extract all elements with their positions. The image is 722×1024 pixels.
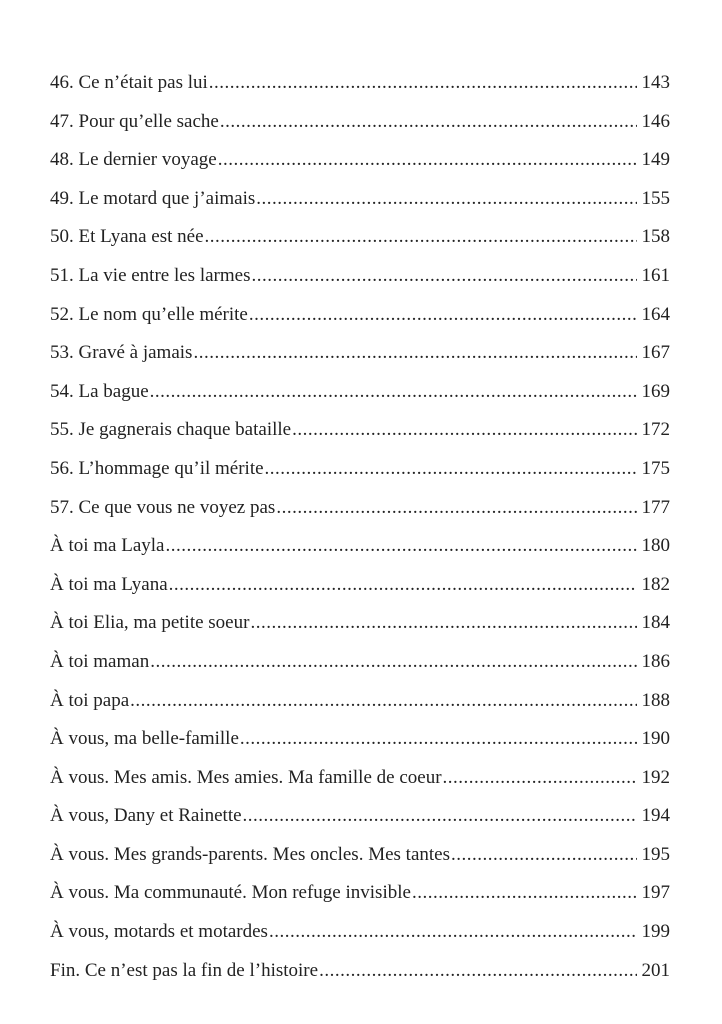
toc-entry-page: 169 [641, 380, 670, 402]
toc-entry-page: 143 [641, 72, 670, 93]
toc-entry [50, 527, 670, 566]
toc-entry-page: 188 [641, 689, 670, 711]
toc-entry [50, 604, 670, 643]
toc-entry-title: 55. Je gagnerais chaque bataille [50, 419, 292, 441]
toc-entry-title: 49. Le motard que j’aimais [50, 187, 256, 209]
toc-entry-title: 54. La bague [50, 380, 149, 402]
toc-entry-page: 172 [641, 419, 670, 441]
dot-leader [265, 450, 637, 489]
dot-leader [193, 334, 637, 373]
toc-entry [50, 218, 670, 257]
toc-entry [50, 913, 670, 952]
toc-entry [50, 874, 670, 913]
toc-entry [50, 334, 670, 373]
toc-entry [50, 103, 670, 142]
dot-leader [256, 180, 637, 219]
dot-leader [443, 759, 637, 798]
dot-leader [209, 64, 637, 103]
toc-entry [50, 373, 670, 412]
table-of-contents [50, 64, 670, 990]
dot-leader [218, 141, 637, 180]
toc-entry-page: 146 [641, 110, 670, 132]
toc-entry-title: Fin. Ce n’est pas la fin de l’histoire [50, 959, 319, 981]
toc-entry [50, 682, 670, 721]
dot-leader [250, 604, 637, 643]
toc-entry [50, 566, 670, 605]
toc-entry-page: 184 [641, 612, 670, 634]
toc-entry-page: 195 [641, 843, 670, 865]
toc-entry-page: 180 [641, 535, 670, 557]
toc-entry-title: À toi papa [50, 689, 130, 711]
toc-entry-page: 199 [641, 921, 670, 943]
dot-leader [412, 874, 637, 913]
dot-leader [130, 682, 637, 721]
toc-entry-page: 155 [641, 187, 670, 209]
toc-entry-page: 182 [641, 573, 670, 595]
dot-leader [251, 257, 637, 296]
dot-leader [249, 296, 637, 335]
dot-leader [240, 720, 637, 759]
toc-entry-title: À vous, ma belle-famille [50, 728, 239, 750]
dot-leader [220, 103, 637, 142]
dot-leader [243, 797, 637, 836]
toc-entry-page: 161 [641, 264, 670, 286]
toc-entry [50, 836, 670, 875]
toc-entry-page: 197 [641, 882, 670, 904]
toc-entry-title: À toi ma Lyana [50, 573, 168, 595]
toc-entry-page: 201 [641, 959, 670, 981]
toc-entry-title: 46. Ce n’était pas lui [50, 72, 208, 93]
dot-leader [169, 566, 637, 605]
toc-entry [50, 643, 670, 682]
toc-entry-page: 186 [641, 650, 670, 672]
toc-entry-title: 47. Pour qu’elle sache [50, 110, 219, 132]
toc-entry [50, 411, 670, 450]
dot-leader [150, 373, 637, 412]
toc-entry-title: À toi ma Layla [50, 535, 165, 557]
toc-entry-title: À vous. Mes amis. Mes amies. Ma famille de coeur [50, 766, 442, 788]
toc-entry [50, 64, 670, 103]
toc-entry [50, 720, 670, 759]
toc-entry-title: 48. Le dernier voyage [50, 149, 217, 171]
toc-entry-title: À vous, Dany et Rainette [50, 805, 242, 827]
dot-leader [205, 218, 637, 257]
toc-entry [50, 797, 670, 836]
toc-entry-page: 194 [641, 805, 670, 827]
toc-entry-page: 192 [641, 766, 670, 788]
toc-entry-title: À vous. Ma communauté. Mon refuge invisible [50, 882, 411, 904]
toc-entry [50, 141, 670, 180]
toc-entry-page: 164 [641, 303, 670, 325]
toc-entry-title: À vous. Mes grands-parents. Mes oncles. Mes tantes [50, 843, 450, 865]
toc-entry [50, 952, 670, 991]
toc-entry-title: À vous, motards et motardes [50, 921, 268, 943]
toc-entry-title: 56. L’hommage qu’il mérite [50, 457, 264, 479]
toc-entry [50, 489, 670, 528]
toc-entry [50, 759, 670, 798]
dot-leader [150, 643, 637, 682]
toc-entry-page: 177 [641, 496, 670, 518]
toc-entry-title: 52. Le nom qu’elle mérite [50, 303, 248, 325]
toc-entry-page: 190 [641, 728, 670, 750]
toc-entry-page: 175 [641, 457, 670, 479]
toc-entry-title: 57. Ce que vous ne voyez pas [50, 496, 276, 518]
toc-entry-page: 149 [641, 149, 670, 171]
toc-entry-title: 50. Et Lyana est née [50, 226, 204, 248]
toc-entry [50, 257, 670, 296]
toc-entry-page: 158 [641, 226, 670, 248]
dot-leader [276, 489, 637, 528]
dot-leader [451, 836, 637, 875]
dot-leader [269, 913, 637, 952]
dot-leader [166, 527, 638, 566]
toc-entry [50, 450, 670, 489]
dot-leader [319, 952, 637, 991]
toc-entry [50, 180, 670, 219]
dot-leader [292, 411, 637, 450]
toc-entry-title: 51. La vie entre les larmes [50, 264, 251, 286]
toc-entry-page: 167 [641, 342, 670, 364]
toc-entry-title: À toi maman [50, 650, 150, 672]
toc-entry [50, 296, 670, 335]
toc-entry-title: 53. Gravé à jamais [50, 342, 193, 364]
toc-entry-title: À toi Elia, ma petite soeur [50, 612, 250, 634]
